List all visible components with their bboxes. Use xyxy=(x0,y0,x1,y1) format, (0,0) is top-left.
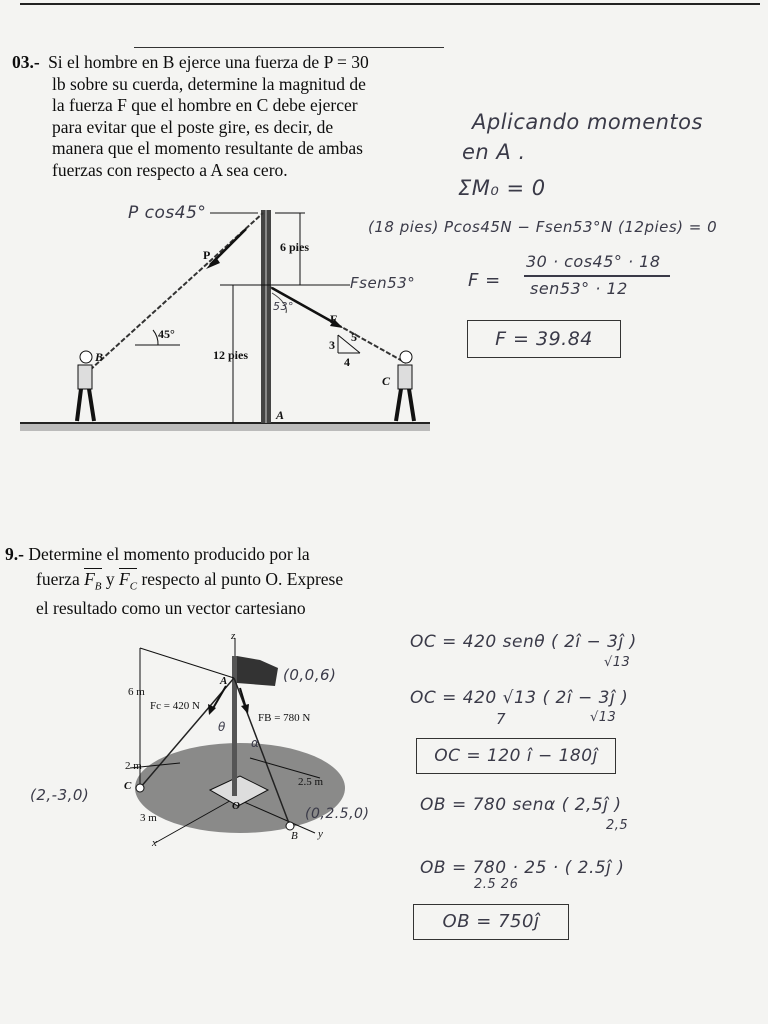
problem-1-line-6: fuerzas con respecto a A sea cero. xyxy=(52,159,288,180)
problem-2-statement xyxy=(5,544,425,619)
hand-f-component: Fsen53° xyxy=(350,274,416,292)
label-6m: 6 m xyxy=(128,686,145,698)
label-c: C xyxy=(382,374,391,388)
label-p: P xyxy=(203,248,211,262)
label-z-axis: z xyxy=(231,630,236,642)
label-fb-value: FB = 780 N xyxy=(258,712,311,724)
hand-eq-3-box: OC = 120 î − 180ĵ xyxy=(416,738,616,774)
hand-title-1: Aplicando momentos xyxy=(472,110,703,134)
problem-1-line-4: para evitar que el poste gire, es decir, de xyxy=(52,116,334,137)
problem-1-number: 03.- xyxy=(12,52,40,72)
vector-fc-symbol: F xyxy=(119,568,130,589)
hand-alpha: α xyxy=(251,736,260,750)
label-f: F xyxy=(330,312,338,326)
hand-eq-1: OC = 420 senθ ( 2î − 3ĵ ) xyxy=(410,632,637,652)
label-a: A xyxy=(276,408,285,422)
hand-angle-53: 53° xyxy=(273,300,294,313)
hand-coord-b: (0,2.5,0) xyxy=(305,806,370,822)
label-point-a: A xyxy=(220,675,228,687)
label-3m: 3 m xyxy=(140,812,157,824)
label-ratio-3: 3 xyxy=(329,338,335,352)
hand-eq-4: OB = 780 senα ( 2,5ĵ ) xyxy=(420,795,622,815)
problem-1-line-2: lb sobre su cuerda, determine la magnitud de xyxy=(52,73,366,94)
vector-fc-subscript: C xyxy=(129,580,138,592)
hand-numerator: 30 · cos45° · 18 xyxy=(526,252,661,271)
hand-theta: θ xyxy=(218,720,226,734)
hand-moment-equation: (18 pies) Pcos45N − Fsen53°N (12pies) = 0 xyxy=(368,218,718,236)
vector-fb-symbol: F xyxy=(84,568,95,589)
hand-coord-a: (0,0,6) xyxy=(283,666,337,684)
hand-eq-5: OB = 780 · 25 · ( 2.5ĵ ) xyxy=(420,858,625,878)
problem-2-line-2-end: respecto al punto O. Exprese xyxy=(141,568,344,589)
label-angle-45: 45° xyxy=(158,327,175,341)
worker-b-figure xyxy=(77,351,94,421)
label-12-pies: 12 pies xyxy=(213,348,249,362)
label-point-c: C xyxy=(124,780,132,792)
flag xyxy=(237,656,278,686)
problem-2-line-1: Determine el momento producido por la xyxy=(28,544,310,564)
hand-eq-6-box: OB = 750ĵ xyxy=(413,904,569,940)
flag-pole xyxy=(232,656,237,796)
underline-rule xyxy=(134,47,444,48)
problem-2-conjunction: y xyxy=(105,568,115,589)
problem-2-line-2-start: fuerza xyxy=(36,568,80,589)
label-2-5m: 2.5 m xyxy=(298,776,324,788)
hand-title-2: en A . xyxy=(462,140,526,164)
label-2m: 2 m xyxy=(125,760,142,772)
problem-1-line-3: la fuerza F que el hombre en C debe ejercer xyxy=(52,95,358,115)
hand-eq-2-den2: √13 xyxy=(590,710,617,725)
hand-result-box: F = 39.84 xyxy=(467,320,621,358)
label-fc-value: Fc = 420 N xyxy=(150,700,200,712)
label-ratio-4: 4 xyxy=(344,355,350,369)
hand-coord-c: (2,-3,0) xyxy=(30,786,90,804)
vector-fc xyxy=(119,568,138,592)
worker-c-figure xyxy=(396,351,414,421)
problem-2-line-3: el resultado como un vector cartesiano xyxy=(36,597,306,618)
label-point-b: B xyxy=(291,830,298,842)
hand-eq-2-den: 7 xyxy=(496,710,507,728)
label-6-pies: 6 pies xyxy=(280,240,310,254)
label-x-axis: x xyxy=(152,837,157,849)
hand-eq-4-den: 2,5 xyxy=(606,818,629,833)
hand-eq-2: OC = 420 √13 ( 2î − 3ĵ ) xyxy=(410,688,629,708)
ground xyxy=(20,423,430,431)
hand-f-equals: F = xyxy=(468,270,501,291)
scan-top-edge xyxy=(20,3,760,5)
hand-p-component: P cos45° xyxy=(128,203,207,223)
label-ratio-5: 5 xyxy=(351,330,357,344)
problem-2-line-2 xyxy=(5,569,425,598)
hand-eq-5-den: 2.5 26 xyxy=(474,877,519,892)
label-y-axis: y xyxy=(318,828,323,840)
problem-1-statement xyxy=(12,52,432,181)
label-point-o: O xyxy=(232,800,240,812)
problem-2-number: 9.- xyxy=(5,544,24,564)
fraction-bar xyxy=(524,275,670,277)
hand-eq-1-den: √13 xyxy=(604,655,631,670)
hand-denominator: sen53° · 12 xyxy=(530,279,628,298)
problem-1-line-1: Si el hombre en B ejerce una fuerza de P = 30 xyxy=(48,52,369,72)
label-b: B xyxy=(95,350,104,364)
problem-1-line-5: manera que el momento resultante de ambas xyxy=(52,138,363,158)
hand-sum-moments: ΣM₀ = 0 xyxy=(458,176,546,200)
vector-fb-subscript: B xyxy=(94,580,102,592)
vector-fb xyxy=(84,568,102,592)
